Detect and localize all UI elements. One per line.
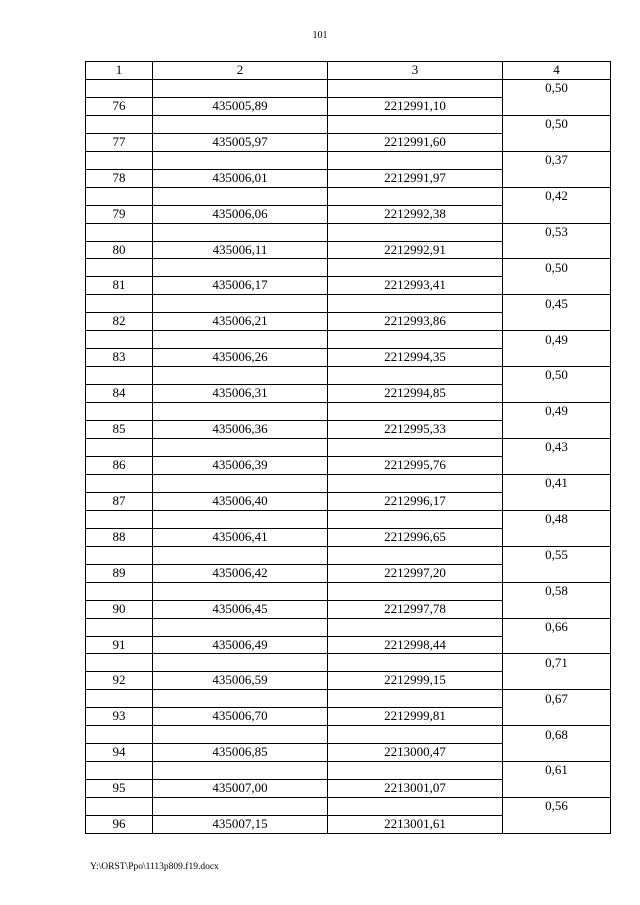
point-number-cell: 85 [86, 421, 153, 439]
distance-cell: 0,48 [503, 510, 611, 528]
empty-cell [86, 690, 153, 708]
x-coordinate-cell: 435006,36 [153, 421, 328, 439]
empty-cell [86, 187, 153, 205]
empty-cell [86, 331, 153, 349]
distance-cell: 0,55 [503, 546, 611, 564]
table-row [86, 708, 611, 726]
empty-cell [328, 510, 503, 528]
distance-row [86, 690, 611, 708]
distance-row [86, 510, 611, 528]
y-coordinate-cell: 2212993,86 [328, 313, 503, 331]
empty-cell [153, 187, 328, 205]
distance-row [86, 367, 611, 385]
x-coordinate-cell: 435006,31 [153, 385, 328, 403]
header-cell: 1 [86, 62, 153, 80]
y-coordinate-cell: 2212998,44 [328, 636, 503, 654]
empty-cell [153, 726, 328, 744]
table-row [86, 133, 611, 151]
empty-cell [153, 151, 328, 169]
empty-cell [86, 259, 153, 277]
empty-cell [328, 79, 503, 97]
empty-cell [86, 618, 153, 636]
empty-cell [153, 79, 328, 97]
point-number-cell: 76 [86, 97, 153, 115]
empty-cell [503, 385, 611, 403]
empty-cell [503, 97, 611, 115]
y-coordinate-cell: 2212995,76 [328, 456, 503, 474]
empty-cell [328, 726, 503, 744]
header-cell: 2 [153, 62, 328, 80]
table-row [86, 564, 611, 582]
x-coordinate-cell: 435005,97 [153, 133, 328, 151]
y-coordinate-cell: 2213000,47 [328, 744, 503, 762]
distance-cell: 0,58 [503, 582, 611, 600]
point-number-cell: 92 [86, 672, 153, 690]
table-row [86, 385, 611, 403]
distance-row [86, 474, 611, 492]
empty-cell [503, 636, 611, 654]
y-coordinate-cell: 2212991,97 [328, 169, 503, 187]
empty-cell [153, 438, 328, 456]
distance-cell: 0,42 [503, 187, 611, 205]
empty-cell [503, 421, 611, 439]
point-number-cell: 90 [86, 600, 153, 618]
y-coordinate-cell: 2212992,91 [328, 241, 503, 259]
empty-cell [503, 205, 611, 223]
y-coordinate-cell: 2212992,38 [328, 205, 503, 223]
empty-cell [328, 654, 503, 672]
empty-cell [503, 780, 611, 798]
x-coordinate-cell: 435007,15 [153, 816, 328, 834]
distance-cell: 0,50 [503, 367, 611, 385]
distance-row [86, 618, 611, 636]
distance-row [86, 151, 611, 169]
point-number-cell: 95 [86, 780, 153, 798]
y-coordinate-cell: 2212994,35 [328, 349, 503, 367]
empty-cell [153, 259, 328, 277]
x-coordinate-cell: 435006,17 [153, 277, 328, 295]
empty-cell [328, 546, 503, 564]
y-coordinate-cell: 2212997,20 [328, 564, 503, 582]
table-row [86, 421, 611, 439]
distance-row [86, 654, 611, 672]
empty-cell [86, 582, 153, 600]
distance-cell: 0,66 [503, 618, 611, 636]
y-coordinate-cell: 2212991,60 [328, 133, 503, 151]
empty-cell [153, 115, 328, 133]
distance-cell: 0,68 [503, 726, 611, 744]
point-number-cell: 89 [86, 564, 153, 582]
empty-cell [328, 690, 503, 708]
distance-cell: 0,50 [503, 259, 611, 277]
point-number-cell: 77 [86, 133, 153, 151]
empty-cell [153, 403, 328, 421]
y-coordinate-cell: 2212996,17 [328, 492, 503, 510]
point-number-cell: 87 [86, 492, 153, 510]
empty-cell [328, 582, 503, 600]
page-number: 101 [312, 30, 328, 41]
distance-cell: 0,50 [503, 115, 611, 133]
distance-row [86, 79, 611, 97]
table-row [86, 672, 611, 690]
table-row [86, 780, 611, 798]
empty-cell [86, 223, 153, 241]
point-number-cell: 86 [86, 456, 153, 474]
point-number-cell: 96 [86, 816, 153, 834]
table-row [86, 313, 611, 331]
empty-cell [86, 762, 153, 780]
empty-cell [328, 331, 503, 349]
y-coordinate-cell: 2212996,65 [328, 528, 503, 546]
empty-cell [153, 510, 328, 528]
distance-row [86, 403, 611, 421]
distance-row [86, 187, 611, 205]
distance-cell: 0,37 [503, 151, 611, 169]
distance-cell: 0,49 [503, 403, 611, 421]
empty-cell [86, 654, 153, 672]
x-coordinate-cell: 435006,06 [153, 205, 328, 223]
empty-cell [153, 582, 328, 600]
point-number-cell: 82 [86, 313, 153, 331]
table-row [86, 277, 611, 295]
empty-cell [86, 403, 153, 421]
empty-cell [328, 367, 503, 385]
empty-cell [86, 546, 153, 564]
table-row [86, 744, 611, 762]
x-coordinate-cell: 435006,39 [153, 456, 328, 474]
empty-cell [503, 672, 611, 690]
point-number-cell: 79 [86, 205, 153, 223]
empty-cell [503, 349, 611, 367]
empty-cell [86, 295, 153, 313]
empty-cell [153, 690, 328, 708]
x-coordinate-cell: 435006,26 [153, 349, 328, 367]
y-coordinate-cell: 2213001,07 [328, 780, 503, 798]
distance-row [86, 798, 611, 816]
empty-cell [86, 151, 153, 169]
distance-cell: 0,49 [503, 331, 611, 349]
y-coordinate-cell: 2212999,81 [328, 708, 503, 726]
point-number-cell: 81 [86, 277, 153, 295]
empty-cell [503, 708, 611, 726]
empty-cell [153, 654, 328, 672]
table-row [86, 241, 611, 259]
x-coordinate-cell: 435006,42 [153, 564, 328, 582]
distance-cell: 0,61 [503, 762, 611, 780]
table-row [86, 97, 611, 115]
table-row [86, 492, 611, 510]
point-number-cell: 91 [86, 636, 153, 654]
x-coordinate-cell: 435006,21 [153, 313, 328, 331]
point-number-cell: 94 [86, 744, 153, 762]
table-row [86, 205, 611, 223]
x-coordinate-cell: 435006,45 [153, 600, 328, 618]
table-header-row [86, 62, 611, 80]
distance-row [86, 582, 611, 600]
table-row [86, 456, 611, 474]
table-row [86, 169, 611, 187]
table-row [86, 528, 611, 546]
x-coordinate-cell: 435006,11 [153, 241, 328, 259]
distance-cell: 0,50 [503, 79, 611, 97]
header-cell: 3 [328, 62, 503, 80]
empty-cell [86, 79, 153, 97]
distance-cell: 0,45 [503, 295, 611, 313]
empty-cell [153, 295, 328, 313]
footer-file-path: Y:\ORST\Ppo\1113p809.f19.docx [90, 862, 219, 872]
point-number-cell: 84 [86, 385, 153, 403]
point-number-cell: 80 [86, 241, 153, 259]
y-coordinate-cell: 2212991,10 [328, 97, 503, 115]
x-coordinate-cell: 435006,59 [153, 672, 328, 690]
distance-row [86, 331, 611, 349]
empty-cell [86, 798, 153, 816]
empty-cell [153, 223, 328, 241]
x-coordinate-cell: 435006,01 [153, 169, 328, 187]
empty-cell [153, 618, 328, 636]
table-row [86, 349, 611, 367]
x-coordinate-cell: 435007,00 [153, 780, 328, 798]
empty-cell [153, 546, 328, 564]
empty-cell [153, 331, 328, 349]
empty-cell [503, 456, 611, 474]
table-row [86, 816, 611, 834]
empty-cell [503, 169, 611, 187]
distance-row [86, 223, 611, 241]
x-coordinate-cell: 435006,40 [153, 492, 328, 510]
empty-cell [86, 367, 153, 385]
distance-cell: 0,53 [503, 223, 611, 241]
distance-row [86, 438, 611, 456]
distance-row [86, 295, 611, 313]
distance-cell: 0,41 [503, 474, 611, 492]
table-row [86, 600, 611, 618]
header-cell: 4 [503, 62, 611, 80]
distance-row [86, 546, 611, 564]
empty-cell [328, 618, 503, 636]
empty-cell [503, 600, 611, 618]
point-number-cell: 88 [86, 528, 153, 546]
y-coordinate-cell: 2212993,41 [328, 277, 503, 295]
point-number-cell: 93 [86, 708, 153, 726]
y-coordinate-cell: 2212994,85 [328, 385, 503, 403]
empty-cell [153, 762, 328, 780]
y-coordinate-cell: 2213001,61 [328, 816, 503, 834]
empty-cell [86, 438, 153, 456]
empty-cell [503, 241, 611, 259]
distance-row [86, 762, 611, 780]
empty-cell [153, 474, 328, 492]
empty-cell [503, 313, 611, 331]
x-coordinate-cell: 435006,85 [153, 744, 328, 762]
empty-cell [328, 259, 503, 277]
empty-cell [328, 223, 503, 241]
empty-cell [503, 816, 611, 834]
distance-cell: 0,56 [503, 798, 611, 816]
empty-cell [86, 726, 153, 744]
empty-cell [86, 510, 153, 528]
empty-cell [328, 798, 503, 816]
distance-cell: 0,71 [503, 654, 611, 672]
distance-cell: 0,67 [503, 690, 611, 708]
x-coordinate-cell: 435006,41 [153, 528, 328, 546]
empty-cell [503, 133, 611, 151]
point-number-cell: 83 [86, 349, 153, 367]
empty-cell [328, 438, 503, 456]
distance-row [86, 115, 611, 133]
y-coordinate-cell: 2212995,33 [328, 421, 503, 439]
x-coordinate-cell: 435005,89 [153, 97, 328, 115]
table-row [86, 636, 611, 654]
empty-cell [328, 115, 503, 133]
point-number-cell: 78 [86, 169, 153, 187]
empty-cell [153, 798, 328, 816]
empty-cell [86, 474, 153, 492]
x-coordinate-cell: 435006,49 [153, 636, 328, 654]
y-coordinate-cell: 2212999,15 [328, 672, 503, 690]
empty-cell [86, 115, 153, 133]
distance-row [86, 259, 611, 277]
empty-cell [328, 187, 503, 205]
empty-cell [153, 367, 328, 385]
x-coordinate-cell: 435006,70 [153, 708, 328, 726]
empty-cell [328, 295, 503, 313]
empty-cell [503, 528, 611, 546]
y-coordinate-cell: 2212997,78 [328, 600, 503, 618]
coordinates-table [85, 61, 611, 834]
empty-cell [328, 474, 503, 492]
empty-cell [328, 403, 503, 421]
empty-cell [503, 492, 611, 510]
empty-cell [328, 151, 503, 169]
empty-cell [503, 277, 611, 295]
empty-cell [503, 744, 611, 762]
distance-cell: 0,43 [503, 438, 611, 456]
empty-cell [503, 564, 611, 582]
distance-row [86, 726, 611, 744]
empty-cell [328, 762, 503, 780]
